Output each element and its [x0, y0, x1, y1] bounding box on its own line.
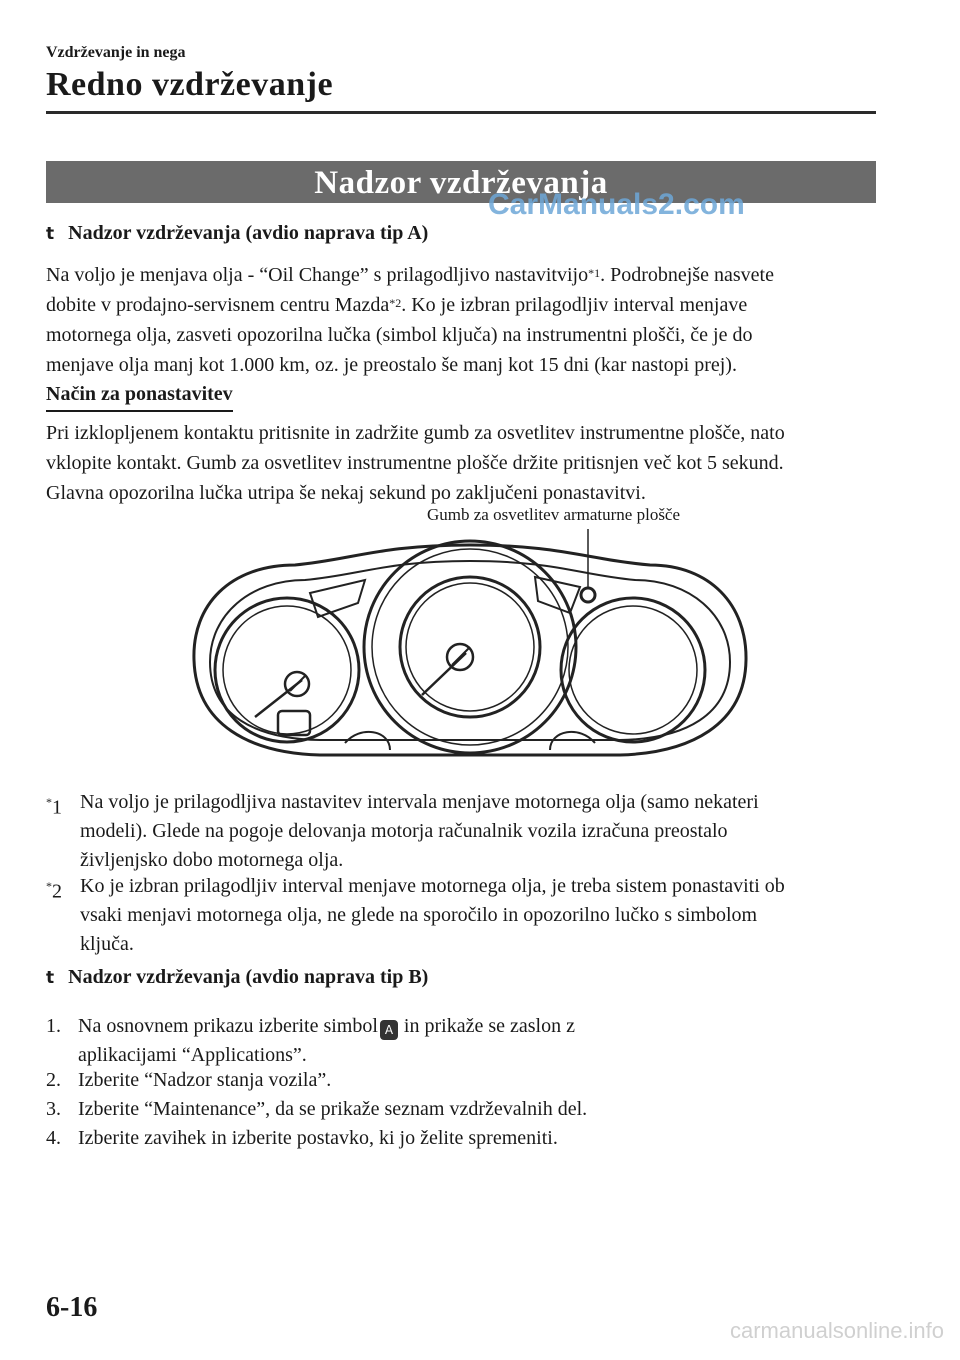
- figure-callout-label: Gumb za osvetlitev armaturne plošče: [427, 505, 681, 524]
- section-banner: Nadzor vzdrževanja: [46, 161, 876, 203]
- intro-line-1: Na voljo je menjava olja - “Oil Change” s prilagodljivo nastavitvijo$^{*1}$. Podrobnejše nasvete: [46, 264, 774, 286]
- step-4: 4. Izberite zavihek in izberite postavko, ki jo želite spremeniti.: [46, 1124, 866, 1153]
- subheading-marker: t: [46, 224, 55, 244]
- subheading-b: [46, 966, 428, 989]
- reset-line-1: Pri izklopljenem kontaktu pritisnite in zadržite gumb za osvetlitev instrumentne plošče, nato: [46, 422, 785, 444]
- subheading-a-text: Nadzor vzdrževanja (avdio naprava tip A): [68, 222, 429, 244]
- watermark: CarManuals2.com: [488, 188, 745, 221]
- subheading-a: [46, 222, 428, 245]
- reset-line-3: Glavna opozorilna lučka utripa še nekaj sekund po zaključeni ponastavitvi.: [46, 482, 646, 504]
- center-gauge-needle: [422, 653, 466, 695]
- footnote-2: *2 Ko je izbran prilagodljiv interval menjave motornega olja, je treba sistem ponastaviti ob vsaki menjavi motornega olja, ne glede na sporočilo in opozorilno lučko s simbolom ključa.: [46, 872, 886, 959]
- step-2: 2. Izberite “Nadzor stanja vozila”.: [46, 1066, 866, 1095]
- instrument-cluster-figure: [190, 525, 750, 770]
- reset-line-2: vklopite kontakt. Gumb za osvetlitev instrumentne plošče držite pritisnjen več kot 5 sekund.: [46, 452, 784, 474]
- step-1-line-2: aplikacijami “Applications”.: [78, 1044, 307, 1066]
- right-indicator-panel: [535, 577, 580, 613]
- footnote-1-line-3: življenjsko dobo motornega olja.: [80, 849, 344, 871]
- footnote-2-mark: 2: [52, 880, 62, 903]
- step-2-text: Izberite “Nadzor stanja vozila”.: [78, 1069, 332, 1091]
- illumination-button: [581, 588, 595, 602]
- intro-line-3: motornega olja, zasveti opozorilna lučka (simbol ključa) na instrumentni plošči, če je do: [46, 324, 753, 346]
- left-gauge-face: [223, 606, 351, 734]
- intro-paragraph: [46, 260, 886, 380]
- left-indicator-panel: [310, 580, 365, 617]
- subheading-marker: t: [46, 968, 55, 988]
- title-rule: [46, 111, 876, 114]
- reset-paragraph: [46, 418, 886, 508]
- footnote-ref-1: *1: [588, 266, 601, 280]
- footer-site: carmanualsonline.info: [730, 1318, 945, 1343]
- footnote-ref-2: *2: [389, 296, 402, 310]
- page-title: Redno vzdrževanje: [46, 66, 334, 103]
- method-heading: Način za ponastavitev: [46, 383, 233, 412]
- step-3-text: Izberite “Maintenance”, da se prikaže seznam vzdrževalnih del.: [78, 1098, 588, 1120]
- footnote-2-line-2: vsaki menjavi motornega olja, ne glede na sporočilo in opozorilno lučko s simbolom: [80, 904, 758, 926]
- step-1-number: 1.: [46, 1015, 61, 1037]
- right-gauge-ring: [561, 598, 705, 742]
- subheading-b-text: Nadzor vzdrževanja (avdio naprava tip B): [68, 966, 429, 988]
- right-gauge-face: [569, 606, 697, 734]
- step-1: 1. Na osnovnem prikazu izberite simbol A in prikaže se zaslon z aplikacijami “Applications”.: [46, 1012, 866, 1070]
- footnote-1: *1 Na voljo je prilagodljiva nastavitev intervala menjave motornega olja (samo nekateri modeli). Glede na pogoje delovanja motorja računalnik vozila izračuna preostalo življenjsko dobo motornega olja.: [46, 788, 886, 875]
- page-number: 6-16: [46, 1292, 98, 1323]
- footnote-1-line-1: Na voljo je prilagodljiva nastavitev intervala menjave motornega olja (samo nekateri: [80, 791, 759, 813]
- footnote-2-line-1: Ko je izbran prilagodljiv interval menjave motornega olja, je treba sistem ponastaviti ob: [80, 875, 785, 897]
- step-4-text: Izberite zavihek in izberite postavko, ki jo želite spremeniti.: [78, 1127, 558, 1149]
- intro-line-2: dobite v prodajno-servisnem centru Mazda$^{*2}$. Ko je izbran prilagodljiv interval menjave: [46, 294, 748, 316]
- chapter-label: Vzdrževanje in nega: [46, 44, 186, 61]
- applications-icon: A: [380, 1020, 398, 1040]
- intro-line-4: menjave olja manj kot 1.000 km, oz. je preostalo še manj kot 15 dni (kar nastopi prej).: [46, 354, 737, 376]
- footnote-1-mark: 1: [52, 796, 62, 819]
- step-3: 3. Izberite “Maintenance”, da se prikaže seznam vzdrževalnih del.: [46, 1095, 866, 1124]
- footnote-1-line-2: modeli). Glede na pogoje delovanja motorja računalnik vozila izračuna preostalo: [80, 820, 728, 842]
- footnote-2-line-3: ključa.: [80, 933, 134, 955]
- left-gauge-ring: [215, 598, 359, 742]
